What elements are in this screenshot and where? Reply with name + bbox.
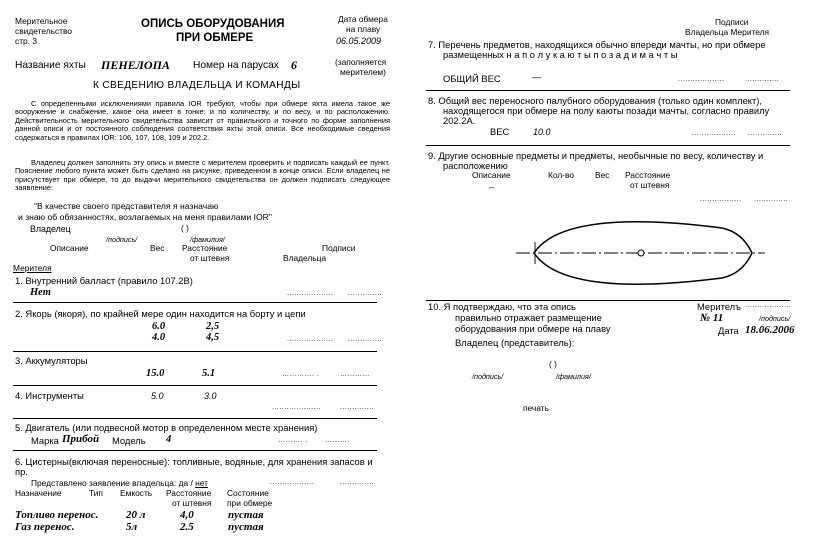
item3-weight: 15.0 [146, 368, 165, 379]
item2-weight-1: 6.0 [152, 321, 166, 332]
item4-label: 4. Инструменты [15, 390, 84, 401]
item9-col-distance-2: от штевня [630, 180, 670, 190]
tank-row-1-distance: 4,0 [180, 509, 194, 521]
representative-quote-1: "В качестве своего представителя я назначаю [34, 201, 219, 211]
item5-model: 4 [166, 434, 172, 445]
fill-note-line2: мерителем) [340, 67, 386, 77]
item6-label-1: 6. Цистерны(включая переносные): топливные, водяные, для хранения запасов и [15, 456, 373, 467]
item6-no-option[interactable]: нет [195, 478, 208, 488]
tank-row-2-distance: 2.5 [180, 521, 194, 533]
item2-label: 2. Якорь (якоря), по крайней мере один находится на борту и цепи [15, 308, 306, 319]
item8-label-1: 8. Общий вес переносного палубного оборудования (только один комплект), [428, 95, 763, 106]
seal-label: печать [523, 403, 549, 413]
tank-col-name: Назначение [15, 488, 62, 498]
measurer-sign-caption: /подпись/ [759, 314, 791, 323]
tank-row-2-name: Газ перенос. [15, 521, 75, 533]
col-weight: Вес [150, 243, 165, 253]
yacht-name: ПЕНЕЛОПА [101, 58, 170, 72]
item10-label-1: 10. Я подтверждаю, что эта опись [428, 301, 576, 312]
item2-measurer-sign[interactable]: .............. [348, 336, 383, 343]
item7-divider [426, 90, 790, 91]
item8-divider [426, 145, 790, 146]
item2-owner-sign[interactable]: ................... [287, 336, 334, 343]
item3-distance: 5.1 [202, 368, 216, 379]
item9-col-distance-1: Расстояние [625, 170, 671, 180]
item8-owner-sign[interactable]: .................. [692, 130, 737, 137]
item9-owner-sign[interactable]: ................. [700, 196, 742, 203]
item8-measurer-sign[interactable]: .............. [748, 130, 783, 137]
item6-statement-label: Представлено заявление владельца: да / нет [31, 478, 208, 488]
owner-sign-caption: /подпись/ [106, 235, 138, 244]
item9-measurer-sign[interactable]: .............. [754, 196, 789, 203]
tank-col-capacity: Емкость [120, 488, 153, 498]
item3-divider [13, 385, 377, 386]
page-title: ОПИСЬ ОБОРУДОВАНИЯ [141, 18, 285, 30]
date-label-line1: Дата обмера [338, 14, 388, 24]
hull-plan-drawing [514, 212, 766, 296]
tank-col-distance-2: от штевня [172, 498, 212, 508]
item7-measurer-sign[interactable]: .............. [745, 76, 780, 83]
page-number: стр. 3 [15, 36, 37, 46]
tank-col-type: Тип [89, 488, 103, 498]
item1-value: Нет [30, 287, 51, 298]
right-signatures-columns: Владельца Мерителя [685, 27, 770, 37]
item4-owner-sign[interactable]: .................... [272, 404, 321, 411]
item7-total-label: ОБЩИЙ ВЕС [443, 73, 501, 84]
item1-label: 1. Внутренний балласт (правило 107.2В) [15, 275, 193, 286]
col-signatures: Подписи [322, 243, 356, 253]
item7-total-value: — [532, 71, 542, 82]
measurer-date-label: Дата [718, 325, 739, 336]
item4-measurer-sign[interactable]: .............. [340, 404, 375, 411]
representative-surname-caption: /фамилия/ [556, 372, 591, 381]
page-subtitle: ПРИ ОБМЕРЕ [176, 32, 254, 44]
owner-surname-caption: /фамилия/ [190, 235, 225, 244]
item2-weight-2: 4.0 [152, 332, 166, 343]
item6-yes-option[interactable]: да [178, 478, 189, 488]
item7-label-1: 7. Перечень предметов, находящихся обычно впереди мачты, но при обмере [428, 39, 766, 50]
date-label-line2: на плаву [346, 24, 381, 34]
mast-marker-icon [638, 250, 644, 256]
item9-col-description: Описание [472, 170, 511, 180]
item8-weight-value: 10.0 [533, 127, 551, 137]
item2-distance-1: 2,5 [206, 321, 220, 332]
item9-label-2: расположению [443, 160, 508, 171]
fill-note-line1: (заполняется [335, 57, 387, 67]
item5-brand-label: Марка [31, 435, 59, 446]
item8-label-2: находящегося при обмере на полу каюты позади мачты, согласно правилу [443, 105, 770, 116]
col-distance-2: от штевня [190, 253, 230, 263]
intro-paragraph-2: Владелец должен заполнить эту опись и вместе с мерителем проверить и подписать каждый ее пункт. Пояснение любого пункта может быть сделано на рисунке, приведенном в конце описи. Если владелец не присутствует при обмере, то до выдачи мерительного свидетельства он должен подписать следующее заявление: [15, 158, 390, 193]
item5-measurer-sign[interactable]: ………. [325, 437, 350, 444]
tank-col-distance-1: Расстояние [166, 488, 212, 498]
item5-owner-sign[interactable]: ………. . [278, 437, 308, 444]
tank-row-2-state: пустая [228, 521, 264, 533]
col-owner: Владельца [283, 253, 327, 263]
right-signatures-heading: Подписи [715, 17, 749, 27]
item6-measurer-sign[interactable]: .............. [340, 479, 375, 486]
item4-divider [13, 418, 377, 419]
representative-sign-caption: /подпись/ [472, 372, 504, 381]
measurer-date: 18.06.2006 [745, 324, 795, 336]
cert-label-line2: свидетельство [15, 26, 72, 36]
item3-label: 3. Аккумуляторы [15, 355, 88, 366]
item1-measurer-sign[interactable]: .............. [348, 290, 383, 297]
item3-measurer-sign[interactable]: ………… [340, 371, 370, 378]
item7-owner-sign[interactable]: ................... [678, 76, 725, 83]
tank-row-2-capacity: 5л [126, 521, 138, 533]
item10-label-3: оборудования при обмере на плаву [455, 323, 611, 334]
item7-label-2: размещенных н а п о л у к а ю т ы п о з а д и м а ч т ы [443, 49, 678, 60]
col-distance-1: Расстояние [182, 243, 228, 253]
item6-label-2: пр. [15, 466, 28, 477]
item4-distance: 3.0 [204, 391, 217, 401]
item3-owner-sign[interactable]: …………. . [282, 371, 320, 378]
tank-row-1-name: Топливо перенос. [15, 509, 99, 521]
cert-label-line1: Мерительное [15, 16, 68, 26]
representative-name-parens: ( ) [549, 359, 557, 369]
item9-col-weight: Вес [595, 170, 610, 180]
representative-quote-2: и знаю об обязанностях, возлагаемых на меня правилами IOR" [18, 212, 272, 222]
measurer-sign-line[interactable]: ................... [745, 302, 792, 309]
tank-col-state-1: Состояние [227, 488, 269, 498]
intro-paragraph-1: С определенными исключениями правила IOR требуют, чтобы при обмере яхта имела такое же вооружение и снабжение, какое она имеет в гонке: и по количеству, и по весу, и по расположению. Действительность мерительного свидетельства зависит от правильного и точного по форме заполнения данной описи и от постоянного соблюдения соответствия яхты этой описи. Все необходимые сведения содержаться в правилах IOR: 106, 107, 108, 109 и 202.2. [15, 99, 390, 142]
item8-label-3: 202.2А. [443, 115, 476, 126]
col-measurer: Мерителя [13, 263, 52, 273]
measurer-number: № 11 [700, 312, 724, 324]
notice-heading: К СВЕДЕНИЮ ВЛАДЕЛЬЦА И КОМАНДЫ [93, 80, 301, 91]
tank-row-1-state: пустая [228, 509, 264, 521]
sail-number: 6 [291, 58, 297, 72]
owner-representative-label: Владелец (представитель): [455, 337, 575, 348]
tank-row-1-capacity: 20 л [126, 509, 146, 521]
item1-owner-sign[interactable]: ................... [287, 290, 334, 297]
item2-distance-2: 4,5 [206, 332, 220, 343]
owner-label: Владелец [30, 224, 71, 234]
item6-owner-sign[interactable]: .................. [270, 479, 315, 486]
item5-model-label: Модель [112, 435, 146, 446]
item5-label: 5. Двигатель (или подвесной мотор в определенном месте хранения) [15, 422, 318, 433]
item8-weight-label: ВЕС [490, 126, 510, 137]
item9-label-1: 9. Другие основные предметы и предметы, необычные по весу, количеству и [428, 150, 764, 161]
item5-divider [13, 450, 377, 451]
item2-divider [13, 351, 377, 352]
measure-date: 06.05.2009 [336, 36, 382, 46]
owner-name-parens: ( ) [181, 223, 189, 233]
tank-col-state-2: при обмере [227, 498, 273, 508]
item5-brand: Прибой [62, 433, 100, 445]
col-description: Описание [50, 243, 89, 253]
item10-label-2: правильно отражает размещение [455, 312, 602, 323]
yacht-name-label: Название яхты [15, 60, 86, 71]
sail-number-label: Номер на парусах [193, 60, 279, 71]
item9-dash: – [489, 181, 495, 192]
item4-weight: 5.0 [151, 391, 164, 401]
item1-divider [13, 302, 377, 303]
item9-col-quantity: Кол-во [548, 170, 575, 180]
measurer-label: Мерителъ [697, 301, 741, 312]
